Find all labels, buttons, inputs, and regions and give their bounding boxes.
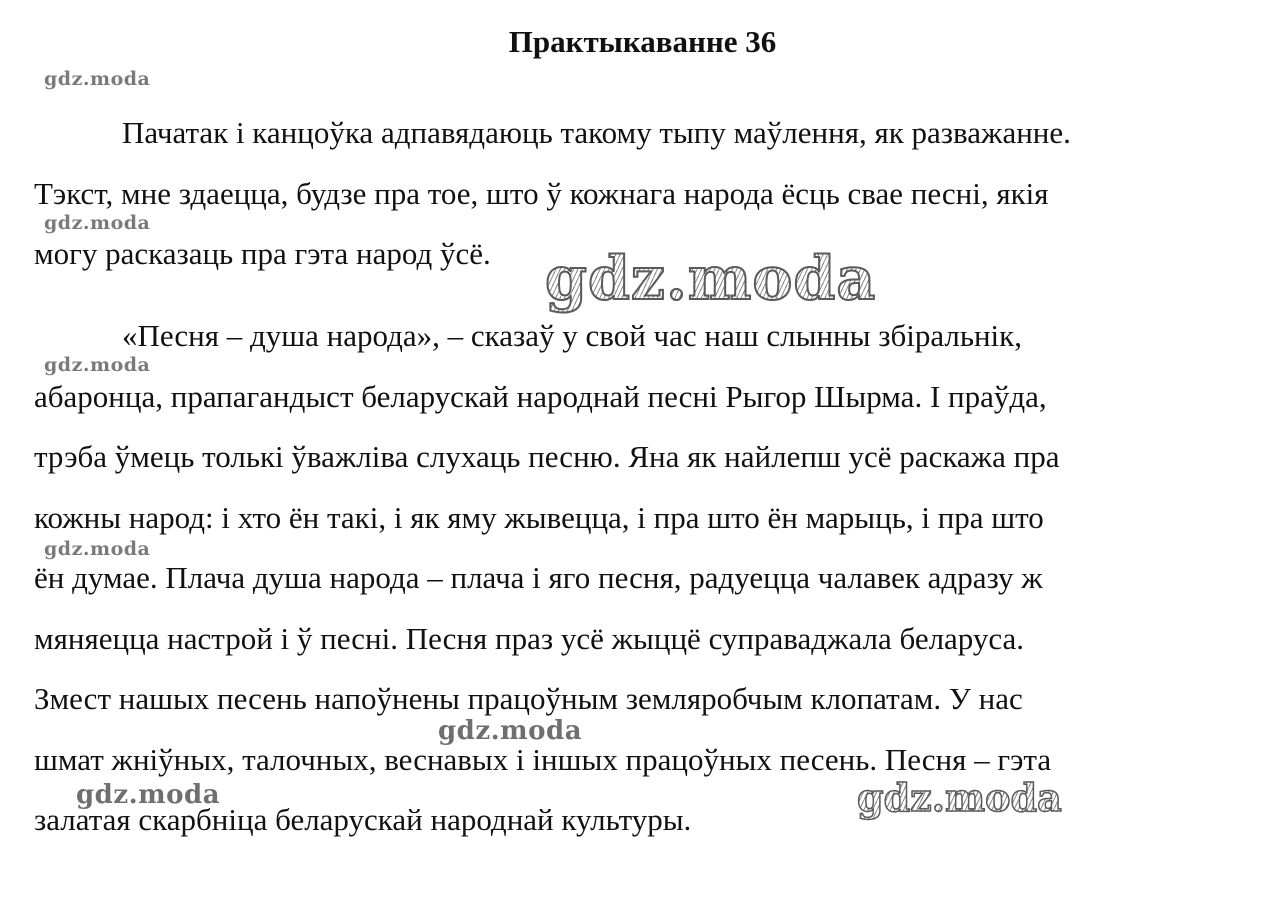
paragraph-line: ён думае. Плача душа народа – плача і яго песня, радуецца чалавек адразу ж [34, 560, 1043, 595]
paragraph-line: залатая скарбніца беларускай народнай культуры. [34, 802, 692, 837]
paragraph-line: Пачатак і канцоўка адпавядаюць такому тыпу маўлення, як разважанне. [122, 115, 1071, 150]
paragraph-line: мяняецца настрой і ў песні. Песня праз усё жыццё суправаджала беларуса. [34, 620, 1025, 656]
watermark-medium: gdz.moda [76, 780, 221, 810]
watermark-large: gdz.moda [857, 775, 1062, 820]
paragraph-2 [34, 306, 1214, 851]
paragraph-line: Тэкст, мне здаецца, будзе пра тое, што ў кожнага народа ёсць свае песні, якія [34, 175, 1049, 211]
paragraph-line: «Песня – душа народа», – сказаў у свой час наш слынны збіральнік, [122, 318, 1022, 353]
paragraph-line: кожны народ: і хто ён такі, і як яму жывецца, і пра што ён марыць, і пра што [34, 499, 1044, 535]
watermark-small: gdz.moda [44, 68, 151, 90]
paragraph-line: могу расказаць пра гэта народ ўсё. [34, 236, 491, 271]
watermark-small: gdz.moda [44, 354, 151, 376]
paragraph-line: шмат жніўных, талочных, веснавых і іншых працоўных песень. Песня – гэта [34, 741, 1052, 777]
page-title: Практыкаванне 36 [508, 24, 777, 59]
watermark-small: gdz.moda [44, 538, 151, 560]
paragraph-line: трэба ўмець толькі ўважліва слухаць песню. Яна як найлепш усё раскажа пра [34, 439, 1060, 474]
watermark-small: gdz.moda [44, 212, 151, 234]
paragraph-line: абаронца, прапагандыст беларускай народнай песні Рыгор Шырма. І праўда, [34, 378, 1047, 414]
watermark-large: gdz.moda [545, 244, 877, 314]
paragraph-line: Змест нашых песень напоўнены працоўным земляробчым клопатам. У нас [34, 681, 1023, 716]
watermark-medium: gdz.moda [438, 716, 583, 746]
